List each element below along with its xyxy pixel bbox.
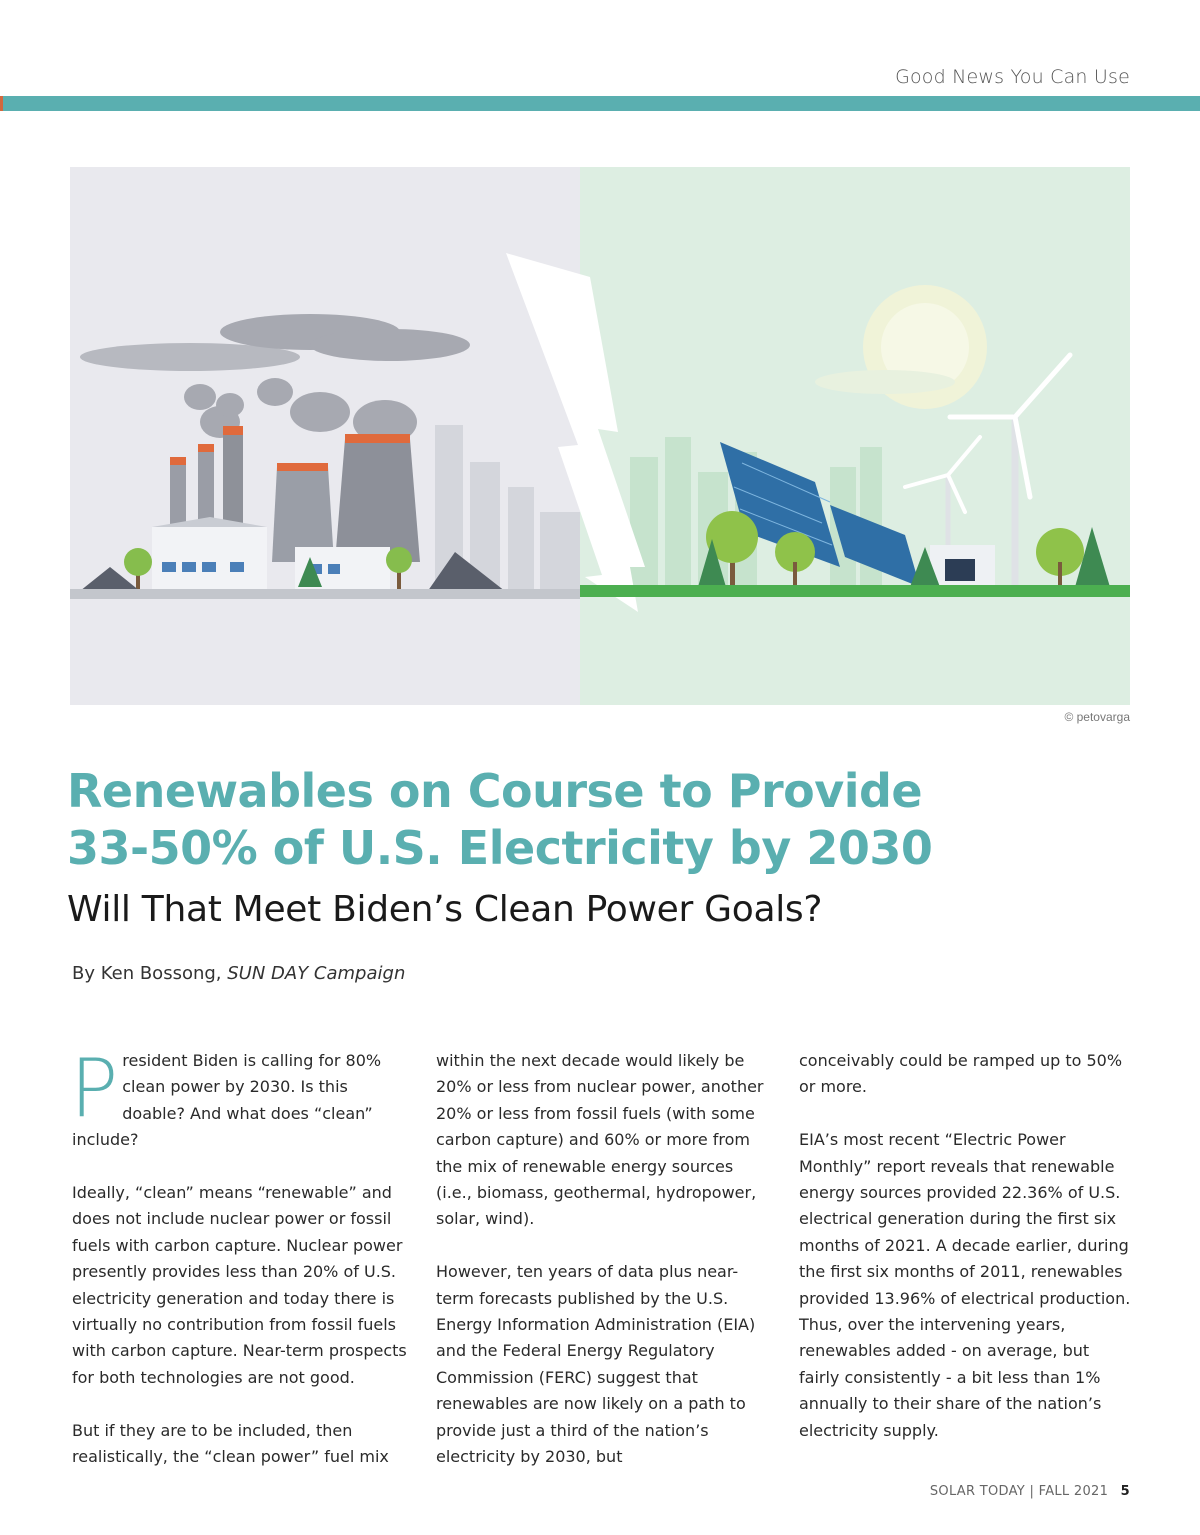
paragraph: conceivably could be ramped up to 50% or more. (799, 1051, 1123, 1097)
image-credit: © petovarga (1064, 710, 1130, 724)
paragraph-text: resident Biden is calling for 80% clean power by 2030. Is this doable? And what does “clean” include? (72, 1051, 382, 1150)
byline-organization: SUN DAY Campaign (227, 963, 406, 984)
section-label: Good News You Can Use (895, 66, 1130, 88)
paragraph (70, 1042, 407, 1154)
headline-line-2: 33-50% of U.S. Electricity by 2030 (67, 821, 933, 875)
publication-name: SOLAR TODAY (929, 1484, 1026, 1499)
header-rule (0, 96, 1200, 111)
ground-renewable (580, 585, 1130, 597)
ground-fossil (70, 589, 580, 599)
page-number: 5 (1120, 1484, 1130, 1499)
header-rule-tick (0, 96, 3, 111)
headline-line-1: Renewables on Course to Provide (67, 764, 923, 818)
byline-author: By Ken Bossong, (72, 963, 228, 984)
page-footer (930, 1484, 1130, 1499)
paragraph: EIA’s most recent “Electric Power Monthly” report reveals that renewable energy sources provided 22.36% of U.S. electrical generation during the first six months of 2021. A decade earlier, during the first six months of 2011, renewables provided 13.96% of electrical production. Thus, over the intervening years, renewables added - on average, but fairly consistently - a bit less than 1% annually to their share of the nation’s electricity supply. (799, 1130, 1131, 1440)
paragraph: within the next decade would likely be 20% or less from nuclear power, another 20% or less from fossil fuels (with some carbon capture) and 60% or more from the mix of renewable energy sources (i.e., biomass, geothermal, hydropower, solar, wind). (436, 1051, 764, 1229)
subheadline: Will That Meet Biden’s Clean Power Goals? (67, 889, 823, 930)
substation (930, 545, 995, 590)
paragraph: Ideally, “clean” means “renewable” and does not include nuclear power or fossil fuels with carbon capture. Nuclear power presently provides less than 20% of U.S. electricity generation and today there is virtually no contribution from fossil fuels with carbon capture. Near-term prospects for both technologies are not good. (72, 1183, 407, 1387)
headline (67, 763, 1067, 877)
article-column-1 (70, 1042, 407, 1497)
byline (72, 963, 405, 984)
issue-date: FALL 2021 (1038, 1484, 1109, 1499)
fossil-vs-renewable-illustration (70, 167, 1130, 705)
paragraph: But if they are to be included, then realistically, the “clean power” fuel mix (72, 1420, 389, 1467)
drop-cap: P (70, 1042, 119, 1135)
article-column-3 (799, 1048, 1134, 1470)
paragraph: However, ten years of data plus near-term forecasts published by the U.S. Energy Information Administration (EIA) and the Federal Energy Regulatory Commission (FERC) suggest that renewables are now likely on a path to provide just a third of the nation’s electricity by 2030, but (436, 1262, 756, 1467)
article-column-2 (436, 1048, 771, 1497)
footer-separator: | (1029, 1484, 1035, 1499)
